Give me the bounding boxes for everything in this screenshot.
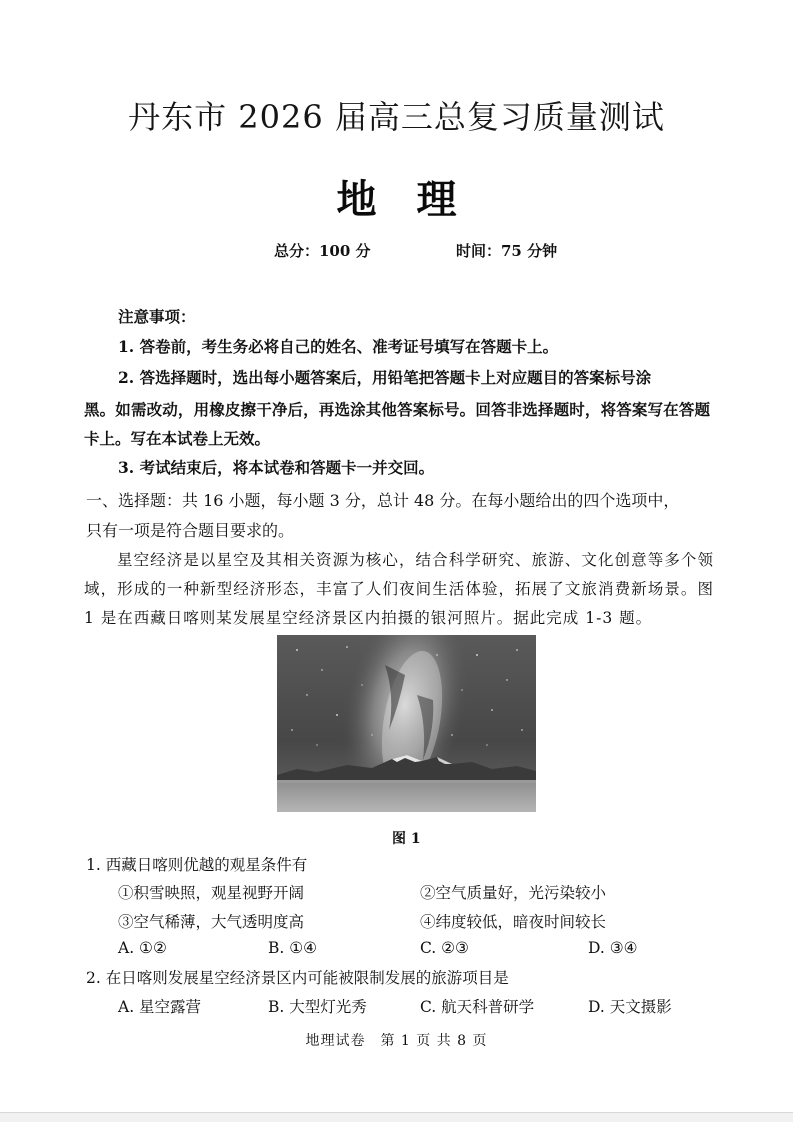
notice-item-3: 3. 考试结束后，将本试卷和答题卡一并交回。 [118, 458, 435, 477]
notice-item-2-continued: 黑。如需改动，用橡皮擦干净后，再选涂其他答案标号。回答非选择题时，将答案写在答题卡上。写在本试卷上无效。 [84, 400, 710, 448]
figure-caption: 图 1 [392, 831, 421, 847]
exam-time: 时间：75 分钟 [456, 242, 558, 260]
q1-option-c: C. ②③ [420, 939, 469, 957]
section-heading-line-2: 只有一项是符合题目要求的。 [86, 521, 295, 540]
q1-statement-2: ②空气质量好，光污染较小 [420, 884, 607, 902]
q2-stem: 2. 在日喀则发展星空经济景区内可能被限制发展的旅游项目是 [86, 969, 509, 987]
notice-item-2: 2. 答选择题时，选出每小题答案后，用铅笔把答题卡上对应题目的答案标号涂 [118, 368, 652, 387]
notice-heading: 注意事项： [118, 307, 196, 326]
q2-option-b: B. 大型灯光秀 [268, 998, 367, 1016]
section-heading: 一、选择题：共 16 小题，每小题 3 分，总计 48 分。在每小题给出的四个选项中， [86, 491, 680, 510]
q1-statement-3: ③空气稀薄，大气透明度高 [118, 913, 305, 931]
q1-option-a: A. ①② [118, 939, 167, 957]
notice-item-1: 1. 答卷前，考生务必将自己的姓名、准考证号填写在答题卡上。 [118, 337, 559, 356]
q2-option-c: C. 航天科普研学 [420, 998, 535, 1016]
q1-stem: 1. 西藏日喀则优越的观星条件有 [86, 856, 308, 874]
q1-option-b: B. ①④ [268, 939, 318, 957]
exam-title: 丹东市 2026 届高三总复习质量测试 [128, 98, 665, 136]
page-footer: 地理试卷 第 1 页 共 8 页 [305, 1033, 488, 1049]
q2-option-a: A. 星空露营 [118, 998, 202, 1016]
milky-way-photo [277, 635, 536, 812]
page-bottom-edge [0, 1112, 793, 1122]
total-score: 总分：100 分 [274, 242, 371, 260]
q1-option-d: D. ③④ [588, 939, 638, 957]
subject-title: 地理 [336, 176, 497, 223]
q1-statement-4: ④纬度较低，暗夜时间较长 [420, 913, 607, 931]
q1-statement-1: ①积雪映照，观星视野开阔 [118, 884, 305, 902]
passage-intro: 星空经济是以星空及其相关资源为核心，结合科学研究、旅游、文化创意等多个领域，形成的一种新型经济形态，丰富了人们夜间生活体验，拓展了文旅消费新场景。图 1 是在西藏日喀则某发展星空经济景区内拍摄的银河照片。据此完成 1-3 题。 [84, 551, 714, 627]
q2-option-d: D. 天文摄影 [588, 998, 672, 1016]
